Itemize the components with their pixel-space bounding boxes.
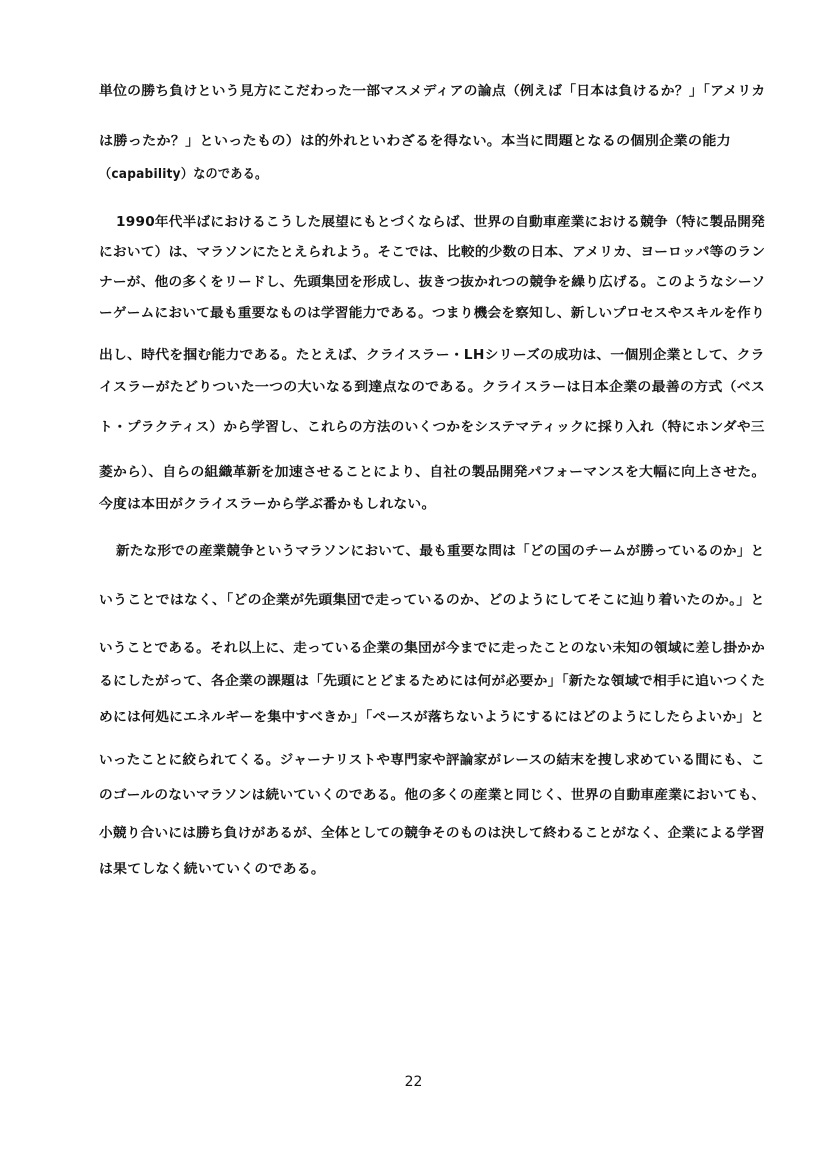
text-line: 出し、時代を掴む能力である。たとえば、クライスラー・LHシリーズの成功は、一個別企業として、クラ <box>99 348 765 363</box>
text-line: 小競り合いには勝ち負けがあるが、全体としての競争そのものは決して終わることがなく、企業による学習 <box>99 826 765 841</box>
text-line: いうことである。それ以上に、走っている企業の集団が今までに走ったことのない未知の領域に差し掛かか <box>99 641 766 656</box>
text-line: ーゲームにおいて最も重要なものは学習能力である。つまり機会を察知し、新しいプロセスやスキルを作り <box>99 306 765 321</box>
text-line: 菱から）、自らの組織革新を加速させることにより、自社の製品開発パフォーマンスを大幅に向上させた。 <box>99 465 766 480</box>
text-line: めには何処にエネルギーを集中すべきか」「ペースが落ちないようにするにはどのようにしたらよいか」と <box>99 710 765 725</box>
text-line: ト・プラクティス）から学習し、これらの方法のいくつかをシステマティックに採り入れ（特にホンダや三 <box>99 420 765 435</box>
text-line: 新たな形での産業競争というマラソンにおいて、最も重要な問は「どの国のチームが勝っているのか」と <box>116 544 765 559</box>
text-line: は果てしなく続いていくのである。 <box>99 862 326 877</box>
text-line: いったことに絞られてくる。ジャーナリストや専門家や評論家がレースの結末を捜し求めている間にも、こ <box>99 753 765 768</box>
text-line: のゴールのないマラソンは続いていくのである。他の多くの産業と同じく、世界の自動車産業においても、 <box>99 788 766 803</box>
page-number: 22 <box>404 1074 423 1090</box>
text-line: 単位の勝ち負けという見方にこだわった一部マスメディアの論点（例えば「日本は負けるか？」「アメリカ <box>99 84 766 99</box>
text-line: いうことではなく、「どの企業が先頭集団で走っているのか、どのようにしてそこに辿り着いたのか。」と <box>99 593 765 608</box>
text-line: 1990年代半ばにおけるこうした展望にもとづくならば、世界の自動車産業における競争（特に製品開発 <box>116 215 765 230</box>
text-line: イスラーがたどりついた一つの大いなる到達点なのである。クライスラーは日本企業の最善の方式（ベス <box>99 380 766 395</box>
text-line: において）は、マラソンにたとえられよう。そこでは、比較的少数の日本、アメリカ、ヨーロッパ等のラン <box>99 245 766 260</box>
text-line: 今度は本田がクライスラーから学ぶ番かもしれない。 <box>99 497 436 512</box>
text-line: ナーが、他の多くをリードし、先頭集団を形成し、抜きつ抜かれつの競争を繰り広げる。このようなシーソ <box>99 275 766 290</box>
text-line: るにしたがって、各企業の課題は「先頭にとどまるためには何が必要か」「新たな領域で相手に追いつくた <box>99 674 766 689</box>
text-line: （capability）なのである。 <box>99 167 268 182</box>
text-line: は勝ったか？」といったもの）は的外れといわざるを得ない。本当に問題となるの個別企業の能力 <box>99 134 731 149</box>
